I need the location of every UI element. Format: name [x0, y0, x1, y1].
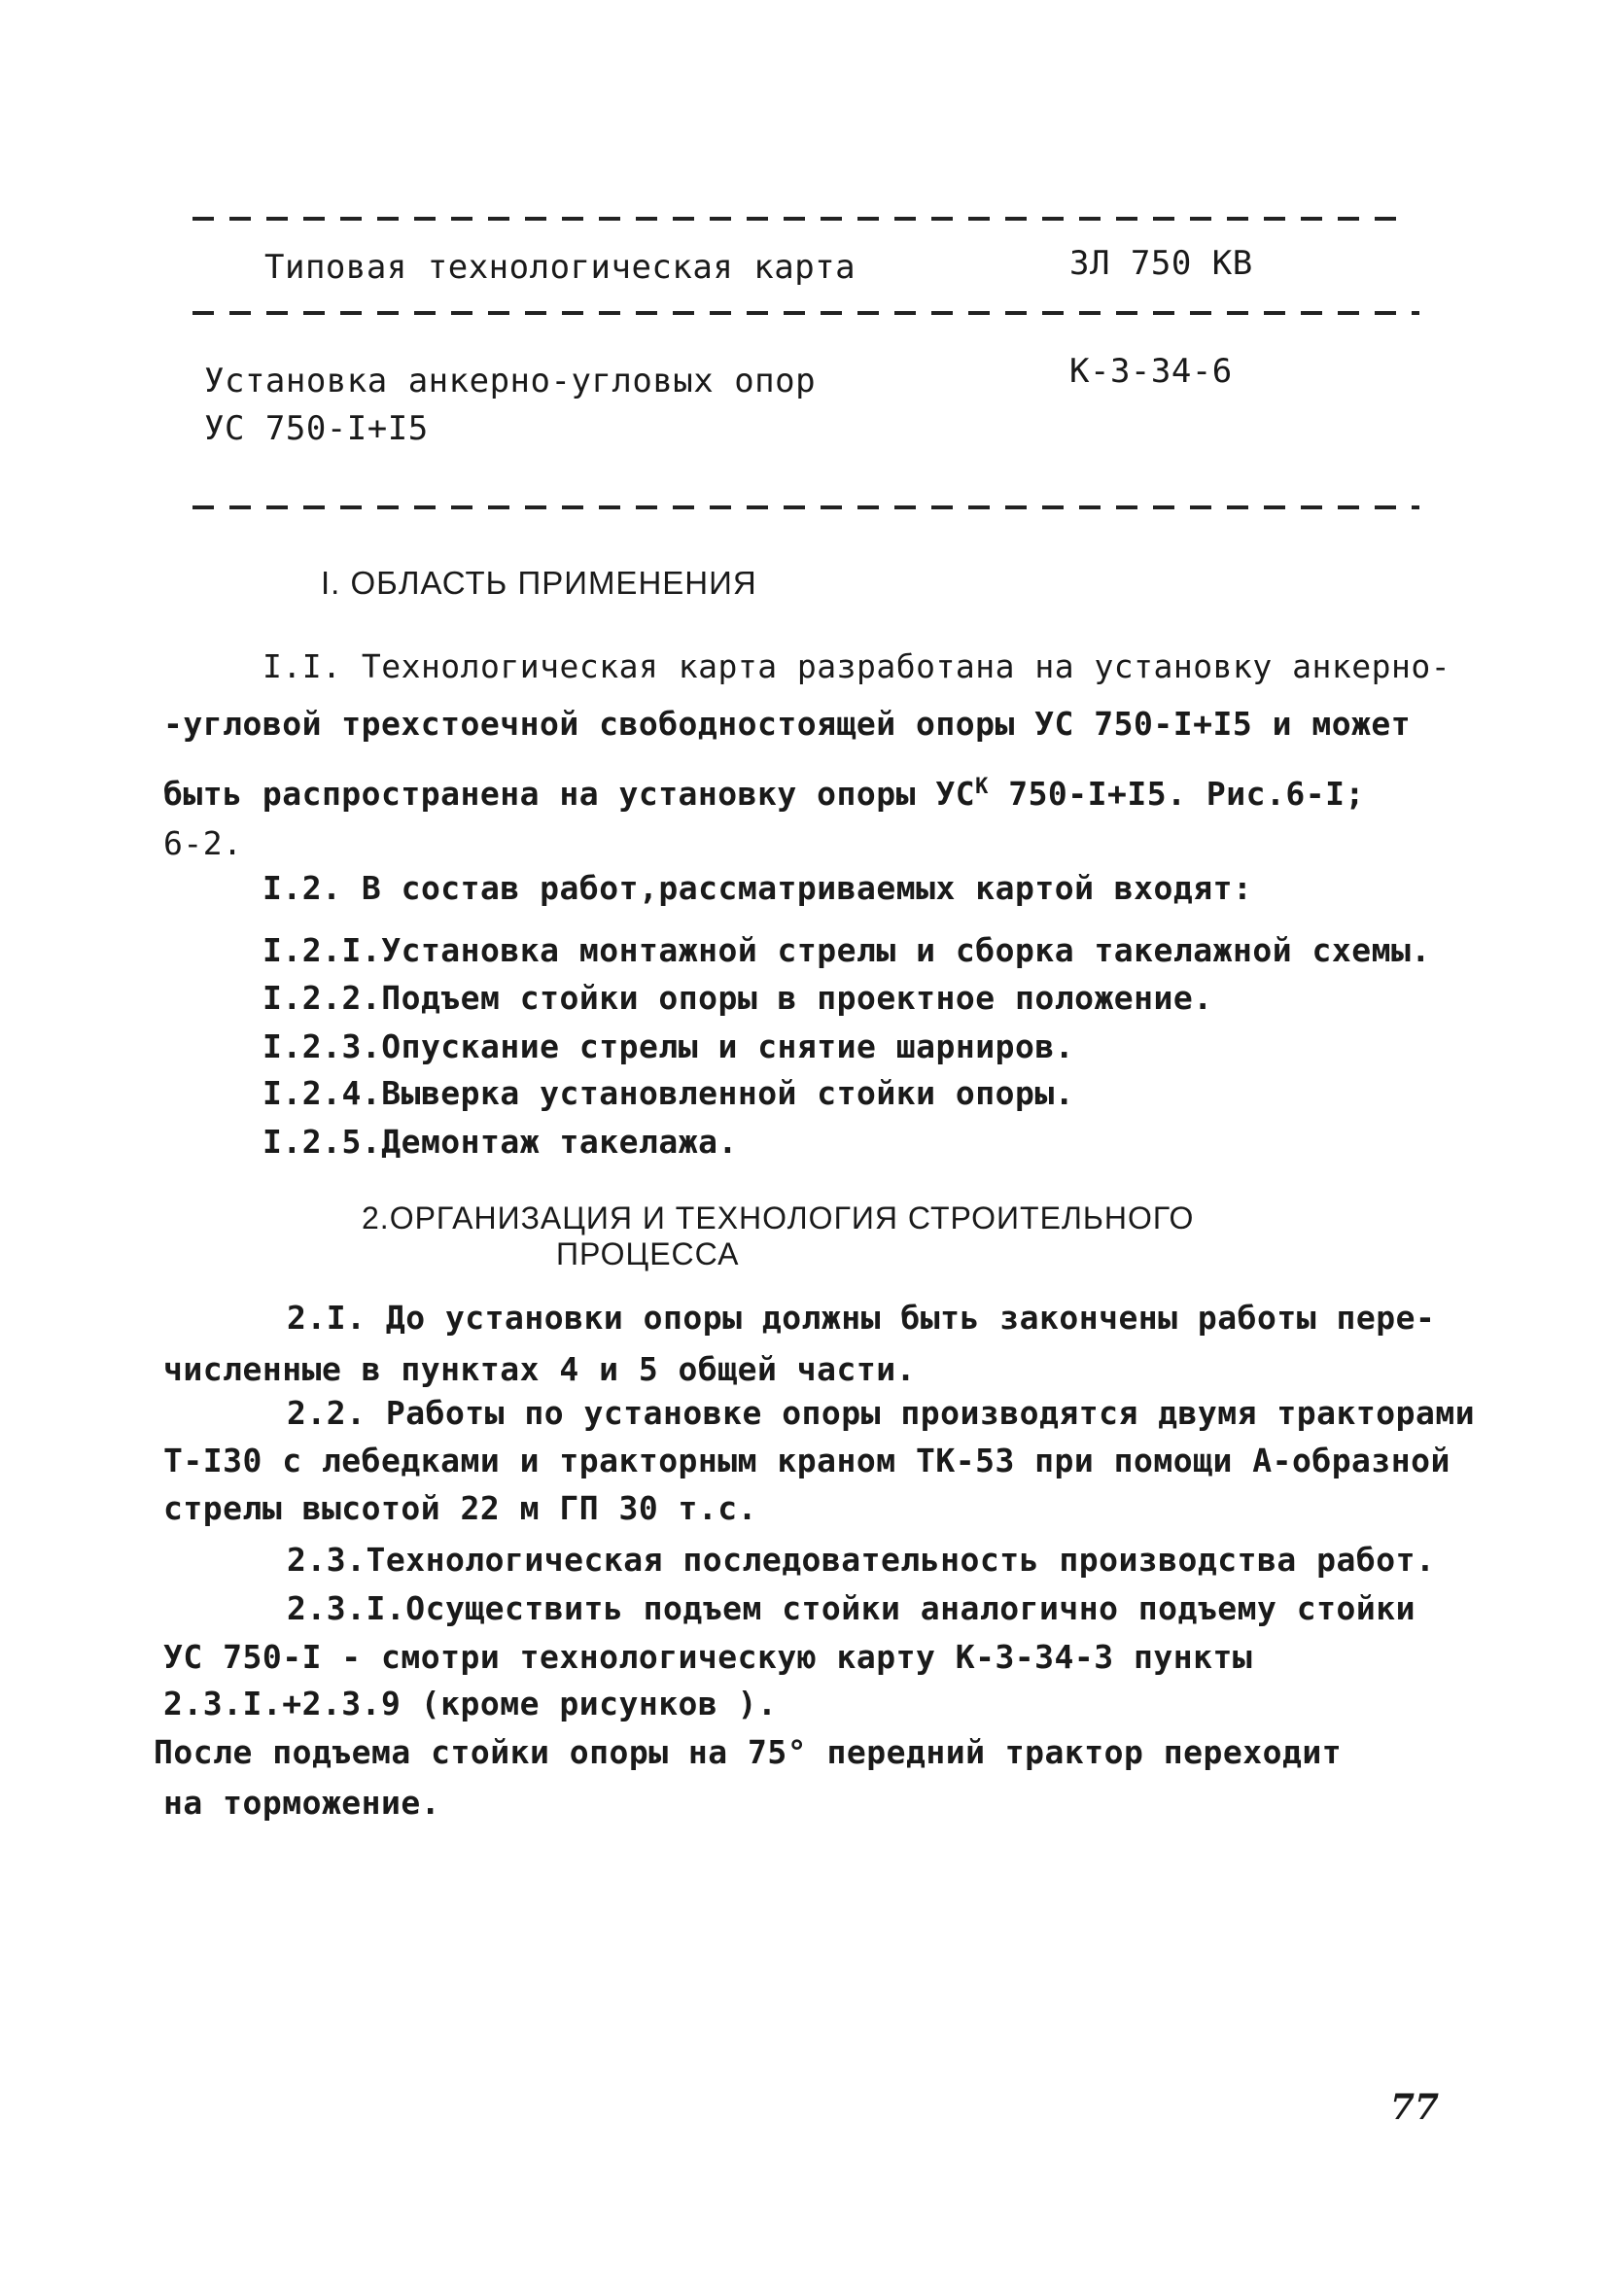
section1-heading: I. ОБЛАСТЬ ПРИМЕНЕНИЯ: [321, 565, 757, 601]
card-code: ЗЛ 750 КВ: [1069, 244, 1253, 283]
page-number: 77: [1390, 2087, 1440, 2128]
para-2-2-line3: стрелы высотой 22 м ГП 30 т.с.: [163, 1489, 758, 1527]
para-1-1-line1: I.I. Технологическая карта разработана на установку анкерно-: [262, 647, 1451, 685]
document-title-line2: УС 750-I+I5: [204, 409, 429, 448]
card-number: К-3-34-6: [1069, 352, 1233, 391]
card-type: Типовая технологическая карта: [264, 248, 856, 287]
para-1-1-line4: 6-2.: [163, 824, 243, 862]
para-1-1-line2: -угловой трехстоечной свободностоящей опоры УС 750-I+I5 и может: [163, 705, 1412, 743]
document-title-line1: Установка анкерно-угловых опор: [204, 362, 817, 400]
header-rule-bottom: [192, 505, 1419, 509]
para-2-3-1-line3: 2.3.I.+2.3.9 (кроме рисунков ).: [163, 1685, 778, 1722]
para-1-1-line3: [163, 768, 1365, 814]
list-item-1-2-5: I.2.5.Демонтаж такелажа.: [262, 1123, 738, 1161]
para-2-2-line2: Т-I30 с лебедками и тракторным краном ТК-53 при помощи А-образной: [163, 1442, 1451, 1479]
para-1-1-line3-sup: К: [975, 775, 989, 799]
para-2-1-line1: 2.I. До установки опоры должны быть закончены работы пере-: [287, 1299, 1436, 1337]
para-2-1-line2: численные в пунктах 4 и 5 общей части.: [163, 1350, 916, 1388]
list-item-1-2-1: I.2.I.Установка монтажной стрелы и сборка такелажной схемы.: [262, 931, 1431, 969]
list-item-1-2-2: I.2.2.Подъем стойки опоры в проектное положение.: [262, 979, 1213, 1017]
para-2-3-1-line2: УС 750-I - смотри технологическую карту К-3-34-3 пункты: [163, 1638, 1253, 1676]
para-2-2-line1: 2.2. Работы по установке опоры производятся двумя тракторами: [287, 1394, 1476, 1432]
para-after-lift-line2: на торможение.: [163, 1784, 441, 1822]
list-item-1-2-4: I.2.4.Выверка установленной стойки опоры.: [262, 1074, 1075, 1112]
para-2-3: 2.3.Технологическая последовательность производства работ.: [287, 1541, 1436, 1579]
list-item-1-2-3: I.2.3.Опускание стрелы и снятие шарниров.: [262, 1027, 1075, 1065]
section2-heading-line2: ПРОЦЕССА: [556, 1236, 740, 1271]
para-1-2: I.2. В состав работ,рассматриваемых картой входят:: [262, 869, 1253, 907]
para-1-1-line3-a: быть распространена на установку опоры УС: [163, 775, 976, 813]
para-after-lift-line1: После подъема стойки опоры на 75° передний трактор переходит: [154, 1733, 1343, 1771]
header-rule-top: [192, 217, 1408, 221]
para-2-3-1-line1: 2.3.I.Осуществить подъем стойки аналогично подъему стойки: [287, 1589, 1416, 1627]
section2-heading-line1: 2.ОРГАНИЗАЦИЯ И ТЕХНОЛОГИЯ СТРОИТЕЛЬНОГО: [362, 1200, 1195, 1235]
para-1-1-line3-b: 750-I+I5. Рис.6-I;: [988, 775, 1365, 813]
header-rule-mid: [192, 311, 1419, 315]
